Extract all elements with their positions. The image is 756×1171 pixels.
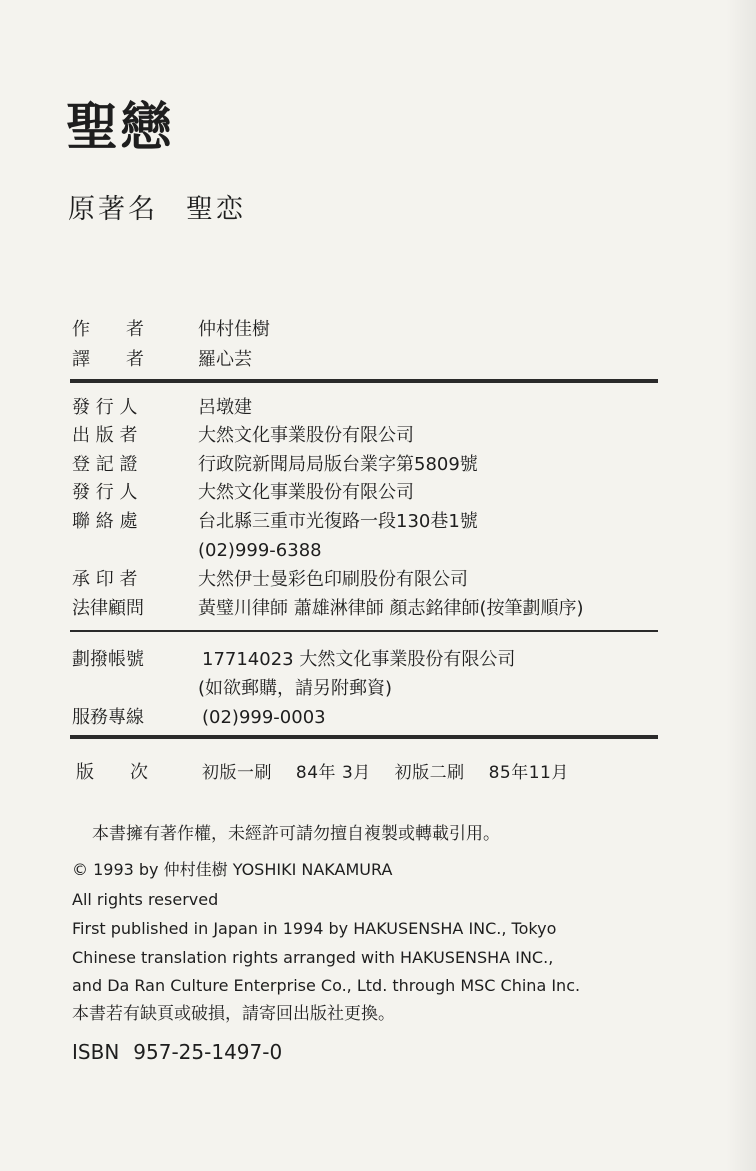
pub-row-registration — [72, 454, 478, 475]
copyright-notice: 本書擁有著作權，未經許可請勿擅自複製或轉載引用。 — [92, 824, 500, 844]
service-line-row — [72, 707, 326, 728]
postal-label: 劃撥帳號 — [72, 649, 144, 670]
service-value: (02)999-0003 — [202, 707, 326, 728]
credit-translator — [72, 349, 252, 370]
pub-label: 法律顧問 — [72, 598, 144, 619]
isbn-label: ISBN — [72, 1040, 120, 1064]
pub-value: 大然伊士曼彩色印刷股份有限公司 — [198, 569, 468, 590]
pub-value: 行政院新聞局局版台業字第5809號 — [198, 454, 478, 475]
isbn-number: 957-25-1497-0 — [133, 1040, 283, 1064]
pub-label: 承 印 者 — [72, 569, 138, 590]
edition-item: 84年 3月 — [295, 763, 371, 783]
pub-row-publisher — [72, 425, 414, 446]
translation-rights-line: Chinese translation rights arranged with HAKUSENSHA INC., — [72, 948, 554, 967]
credit-label: 作 者 — [72, 319, 144, 340]
replacement-notice: 本書若有缺頁或破損，請寄回出版社更換。 — [72, 1004, 395, 1024]
isbn — [72, 1040, 282, 1064]
service-label: 服務專線 — [72, 707, 144, 728]
credit-label: 譯 者 — [72, 349, 144, 370]
pub-label: 發 行 人 — [72, 397, 138, 418]
divider — [70, 379, 658, 383]
page-edge-shadow — [726, 0, 756, 1171]
pub-label: 發 行 人 — [72, 482, 138, 503]
pub-value: 黃璧川律師 蕭雄淋律師 顏志銘律師(按筆劃順序) — [198, 598, 584, 619]
original-title-label: 原著名 — [68, 194, 158, 225]
divider — [70, 735, 658, 739]
postal-note: (如欲郵購，請另附郵資) — [198, 678, 393, 699]
edition-item: 初版一刷 — [202, 763, 272, 783]
pub-value: 大然文化事業股份有限公司 — [198, 482, 414, 503]
pub-label: 出 版 者 — [72, 425, 138, 446]
copyright-line: © 1993 by 仲村佳樹 YOSHIKI NAKAMURA — [72, 860, 393, 879]
pub-row-publisher-person — [72, 397, 252, 418]
rights-line: All rights reserved — [72, 890, 219, 909]
pub-row-legal — [72, 598, 584, 619]
original-title-value: 聖恋 — [186, 194, 246, 225]
book-title: 聖戀 — [66, 98, 175, 158]
pub-value: 呂墩建 — [198, 397, 252, 418]
pub-label: 登 記 證 — [72, 454, 138, 475]
edition-item: 85年11月 — [488, 763, 569, 783]
pub-value: 大然文化事業股份有限公司 — [198, 425, 414, 446]
pub-row-address — [72, 511, 478, 532]
divider — [70, 630, 658, 632]
edition-label: 版 次 — [76, 762, 148, 783]
pub-phone: (02)999-6388 — [198, 540, 322, 561]
pub-row-printer — [72, 569, 468, 590]
credit-author — [72, 319, 270, 340]
pub-row-distributor — [72, 482, 414, 503]
credit-value: 羅心芸 — [198, 349, 252, 370]
pub-value: 台北縣三重市光復路一段130巷1號 — [198, 511, 478, 532]
edition-item: 初版二刷 — [394, 763, 465, 783]
postal-account-row — [72, 649, 516, 670]
credit-value: 仲村佳樹 — [198, 319, 270, 340]
postal-value: 17714023 大然文化事業股份有限公司 — [202, 649, 516, 670]
edition-values — [202, 758, 587, 783]
original-title — [68, 196, 246, 223]
first-published-line: First published in Japan in 1994 by HAKUSENSHA INC., Tokyo — [72, 919, 557, 938]
pub-label: 聯 絡 處 — [72, 511, 138, 532]
translation-agent-line: and Da Ran Culture Enterprise Co., Ltd. through MSC China Inc. — [72, 976, 581, 995]
